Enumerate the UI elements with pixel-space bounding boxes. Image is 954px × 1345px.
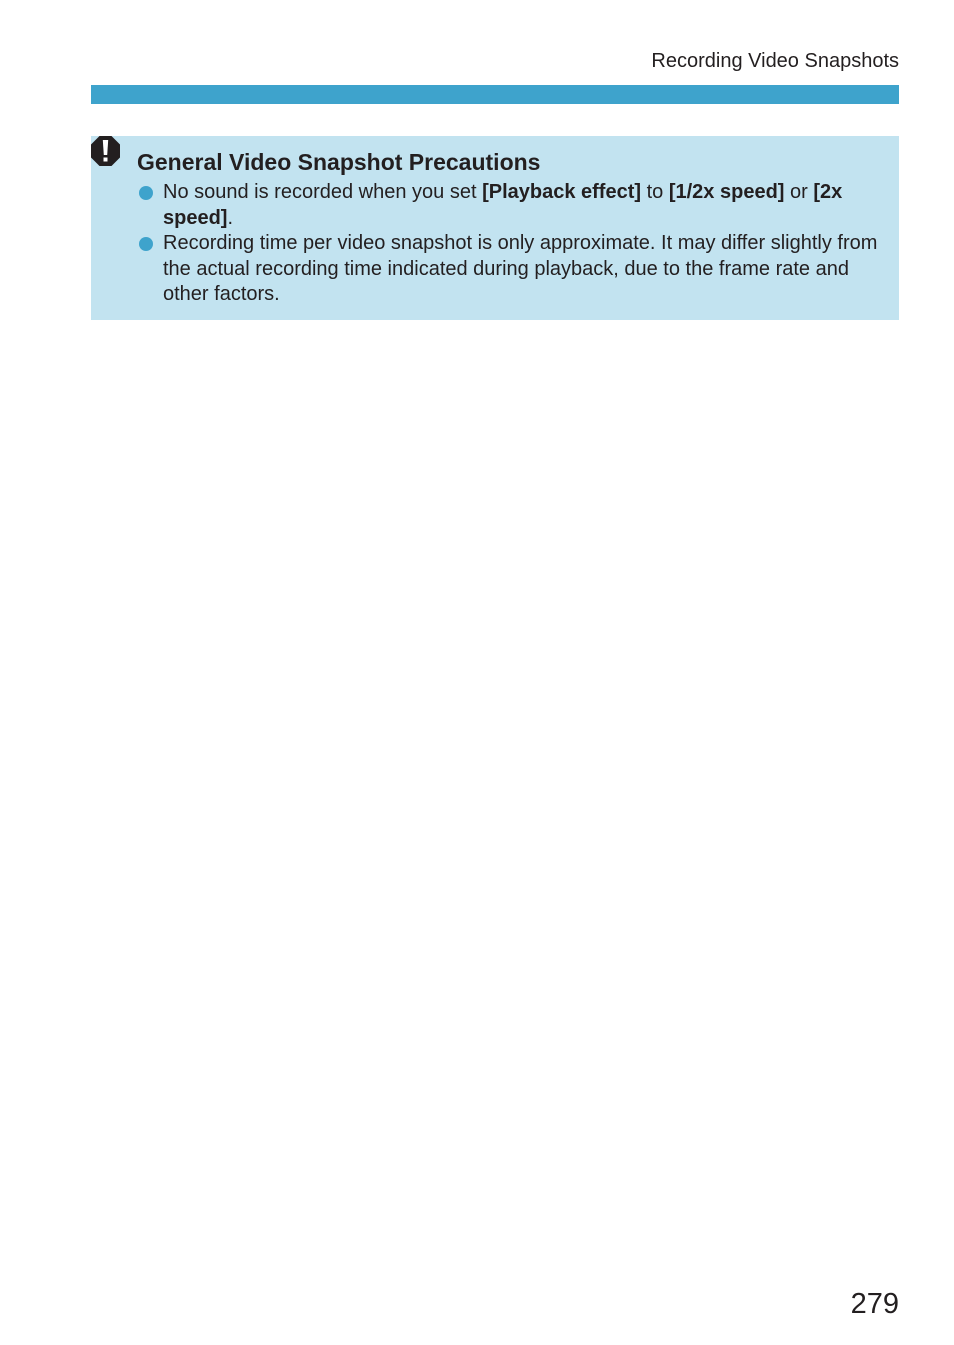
list-item xyxy=(137,231,887,308)
list-item xyxy=(137,180,887,231)
setting-option: [1/2x speed] xyxy=(668,181,785,203)
item-text: to xyxy=(641,181,669,203)
item-text: No sound is recorded when you set xyxy=(163,181,483,203)
bullet-icon xyxy=(139,186,153,200)
item-text: . xyxy=(227,206,234,229)
setting-name: [Playback effect] xyxy=(482,181,642,203)
caution-list xyxy=(137,180,887,308)
running-header: Recording Video Snapshots xyxy=(651,50,899,72)
item-text: Recording time per video snapshot is only approximate. It may differ slightly from the actual recording time indicated during playback, due to the frame rate and other factors. xyxy=(163,232,878,305)
caution-exclamation-icon xyxy=(91,136,120,166)
page-number: 279 xyxy=(850,1288,899,1320)
caution-title: General Video Snapshot Precautions xyxy=(137,149,541,175)
setting-option: [2x speed] xyxy=(163,181,843,229)
item-text: or xyxy=(784,181,814,203)
caution-box xyxy=(91,136,899,320)
bullet-icon xyxy=(139,237,153,251)
header-rule xyxy=(91,85,899,104)
